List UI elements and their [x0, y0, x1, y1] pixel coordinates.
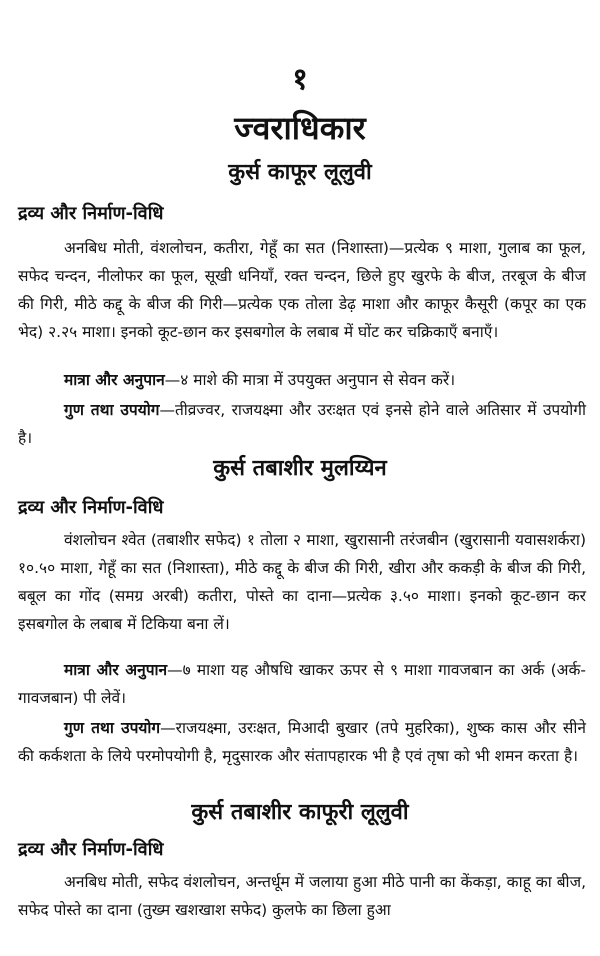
- ingredients-paragraph-1: [18, 234, 586, 346]
- use-label-1: गुण तथा उपयोग: [64, 401, 160, 419]
- use-label-2: गुण तथा उपयोग: [64, 719, 161, 737]
- use-paragraph-2: [18, 714, 586, 770]
- dose-label-1: मात्रा और अनुपान: [64, 371, 165, 389]
- chapter-title: ज्वराधिकार: [234, 109, 366, 147]
- subheading-2: द्रव्य और निर्माण-विधि: [18, 497, 164, 518]
- dose-paragraph-1: [18, 366, 586, 394]
- ingredients-text-1: अनबिध मोती, वंशलोचन, कतीरा, गेहूँ का सत (निशास्ता)—प्रत्येक ९ माशा, गुलाब का फूल, सफेद चन्दन, नीलोफर का फूल, सूखी धनियाँ, रक्त चन्दन, छिले हुए खुरफे के बीज, तरबूज के बीज की गिरी, मीठे कद्दू के बीज की गिरी—प्रत्येक एक तोला डेढ़ माशा और काफूर कैसूरी (कपूर का एक भेद) २.२५ माशा। इनको कूट-छान कर इसबगोल के लबाब में घोंट कर चक्रिकाएँ बनाएँ।: [18, 239, 586, 341]
- dose-label-2: मात्रा और अनुपान: [64, 661, 168, 679]
- ingredients-text-2: वंशलोचन श्वेत (तबाशीर सफेद) १ तोला २ माशा, खुरासानी तरंजबीन (खुरासानी यवासशर्करा) १०.५० माशा, गेहूँ का सत (निशास्ता), मीठे कद्दू के बीज की गिरी, खीरा और ककड़ी के बीज की गिरी, बबूल का गोंद (समग्र अरबी) कतीरा, पोस्ते का दाना—प्रत्येक ३.५० माशा। इनको कूट-छान कर इसबगोल के लबाब में टिकिया बना लें।: [18, 531, 586, 633]
- subheading-1: द्रव्य और निर्माण-विधि: [18, 203, 164, 224]
- ingredients-paragraph-2: [18, 526, 586, 638]
- use-text-1: —तीव्रज्वर, राजयक्ष्मा और उरःक्षत एवं इनसे होने वाले अतिसार में उपयोगी है।: [18, 401, 586, 447]
- page-number: १: [292, 62, 308, 97]
- dose-text-2: —७ माशा यह औषधि खाकर ऊपर से ९ माशा गावजबान का अर्क (अर्क-गावजबान) पी लेवें।: [18, 661, 586, 707]
- ingredients-text-3: अनबिध मोती, सफेद वंशलोचन, अन्तर्धूम में जलाया हुआ मीठे पानी का केंकड़ा, काहू का बीज, सफेद पोस्ते का दाना (तुख्म खशखाश सफेद) कुलफे का छिला हुआ: [18, 873, 586, 919]
- section-title-1: कुर्स काफूर लूलुवी: [228, 160, 372, 185]
- subheading-3: द्रव्य और निर्माण-विधि: [18, 839, 164, 860]
- section-title-3: कुर्स तबाशीर काफूरी लूलुवी: [191, 800, 409, 825]
- dose-paragraph-2: [18, 656, 586, 712]
- use-text-2: —राजयक्ष्मा, उरःक्षत, मिआदी बुखार (तपे मुहरिका), शुष्क कास और सीने की कर्कशता के लिये परमोपयोगी है, मृदुसारक और संतापहारक भी है एवं तृषा को भी शमन करता है।: [18, 719, 586, 765]
- section-title-2: कुर्स तबाशीर मुलय्यिन: [213, 456, 387, 481]
- dose-text-1: —४ माशे की मात्रा में उपयुक्त अनुपान से सेवन करें।: [164, 371, 456, 389]
- ingredients-paragraph-3: [18, 868, 586, 924]
- use-paragraph-1: [18, 396, 586, 452]
